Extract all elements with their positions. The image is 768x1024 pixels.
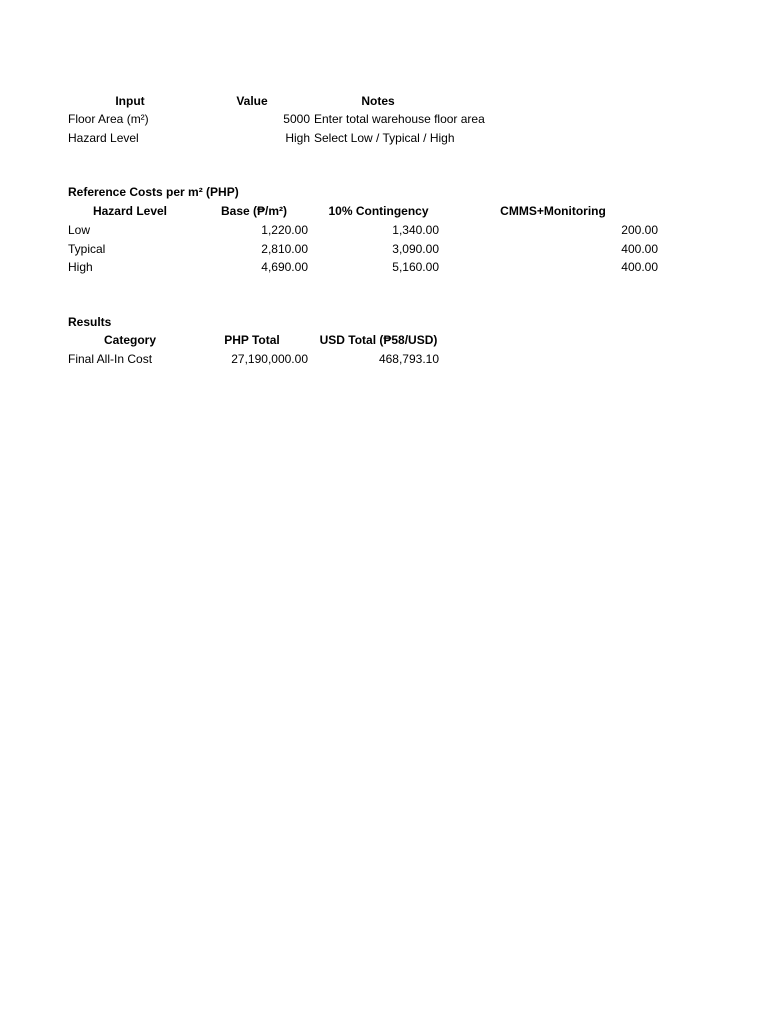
reference-costs-title: Reference Costs per m² (PHP) xyxy=(68,185,239,199)
reference-costs-header-hazard-level: Hazard Level xyxy=(92,204,168,218)
reference-costs-row-low xyxy=(0,221,768,240)
reference-costs-contingency: 5,160.00 xyxy=(392,260,439,274)
results-title: Results xyxy=(68,315,112,329)
results-category: Final All-In Cost xyxy=(68,352,153,366)
input-notes-floor-area: Enter total warehouse floor area xyxy=(314,112,485,126)
reference-costs-base: 2,810.00 xyxy=(261,242,308,256)
reference-costs-hazard-level: High xyxy=(68,260,93,274)
results-row-final-cost xyxy=(0,350,768,369)
inputs-header-value: Value xyxy=(236,94,268,108)
results-header-php-total: PHP Total xyxy=(224,333,280,347)
inputs-header-row xyxy=(0,92,768,111)
input-value-floor-area[interactable]: 5000 xyxy=(283,112,310,126)
inputs-header-notes: Notes xyxy=(361,94,395,108)
input-value-hazard-level[interactable]: High xyxy=(285,131,310,145)
reference-costs-hazard-level: Typical xyxy=(68,242,106,256)
reference-costs-base: 4,690.00 xyxy=(261,260,308,274)
reference-costs-row-high xyxy=(0,258,768,277)
results-php-total: 27,190,000.00 xyxy=(231,352,308,366)
reference-costs-header-contingency: 10% Contingency xyxy=(328,204,429,218)
results-header-row xyxy=(0,331,768,350)
reference-costs-contingency: 3,090.00 xyxy=(392,242,439,256)
results-usd-total: 468,793.10 xyxy=(378,352,439,366)
results-header-category: Category xyxy=(103,333,156,347)
reference-costs-cmms: 400.00 xyxy=(621,242,658,256)
input-label-floor-area: Floor Area (m²) xyxy=(68,112,149,126)
input-notes-hazard-level: Select Low / Typical / High xyxy=(314,131,455,145)
reference-costs-header-row xyxy=(0,202,768,221)
reference-costs-row-typical xyxy=(0,240,768,259)
reference-costs-hazard-level: Low xyxy=(68,223,91,237)
inputs-header-input: Input xyxy=(115,94,145,108)
input-row-floor-area xyxy=(0,110,768,129)
reference-costs-contingency: 1,340.00 xyxy=(392,223,439,237)
reference-costs-title-row xyxy=(0,183,768,202)
reference-costs-cmms: 200.00 xyxy=(621,223,658,237)
results-title-row xyxy=(0,313,768,332)
reference-costs-base: 1,220.00 xyxy=(261,223,308,237)
input-row-hazard-level xyxy=(0,129,768,148)
reference-costs-header-base: Base (₱/m²) xyxy=(220,204,288,218)
reference-costs-header-cmms: CMMS+Monitoring xyxy=(500,204,606,218)
input-label-hazard-level: Hazard Level xyxy=(68,131,139,145)
results-header-usd-total: USD Total (₱58/USD) xyxy=(319,333,438,347)
reference-costs-cmms: 400.00 xyxy=(621,260,658,274)
